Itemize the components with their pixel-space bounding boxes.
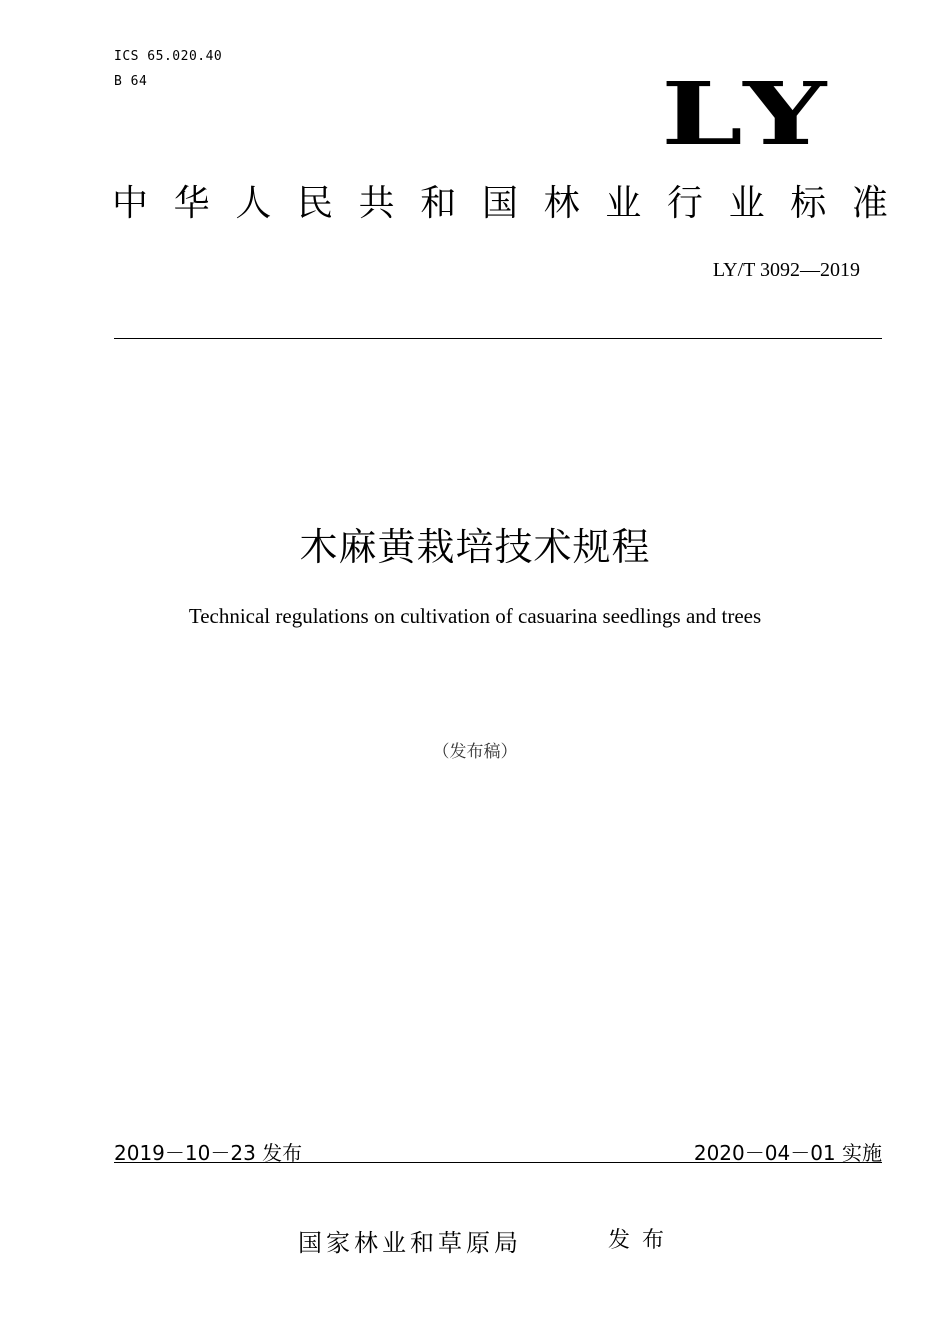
standard-name-char: 华 [173,183,210,224]
standard-name-char: 民 [296,183,333,224]
standard-name-char: 人 [235,183,272,224]
standard-category-title [112,183,888,224]
standard-name-char: 中 [112,183,149,224]
document-title-cn: 木麻黄栽培技术规程 [299,525,651,569]
issue-date: 2019－10－23 发布 [114,1141,303,1165]
issuing-authority: 国家林业和草原局 [298,1229,522,1257]
bottom-divider [114,1162,882,1163]
draft-status: （发布稿） [432,742,518,762]
ics-code: ICS 65.020.40 [114,49,223,64]
industry-logo: LY [660,64,834,165]
ccs-code: B 64 [114,74,148,89]
standard-name-char: 行 [666,183,703,224]
standard-name-char: 业 [728,183,765,224]
standard-name-char: 国 [481,183,518,224]
issue-label: 发布 [608,1228,677,1253]
standard-name-char: 准 [851,183,888,224]
standard-name-char: 林 [543,183,580,224]
standard-name-char: 业 [605,183,642,224]
implementation-date: 2020－04－01 实施 [693,1141,882,1165]
standard-number: LY/T 3092—2019 [712,259,860,281]
standard-name-char: 共 [358,183,395,224]
document-title-en: Technical regulations on cultivation of casuarina seedlings and trees [188,604,762,628]
standard-name-char: 标 [790,183,827,224]
standard-name-char: 和 [420,183,457,224]
top-divider [114,338,882,339]
